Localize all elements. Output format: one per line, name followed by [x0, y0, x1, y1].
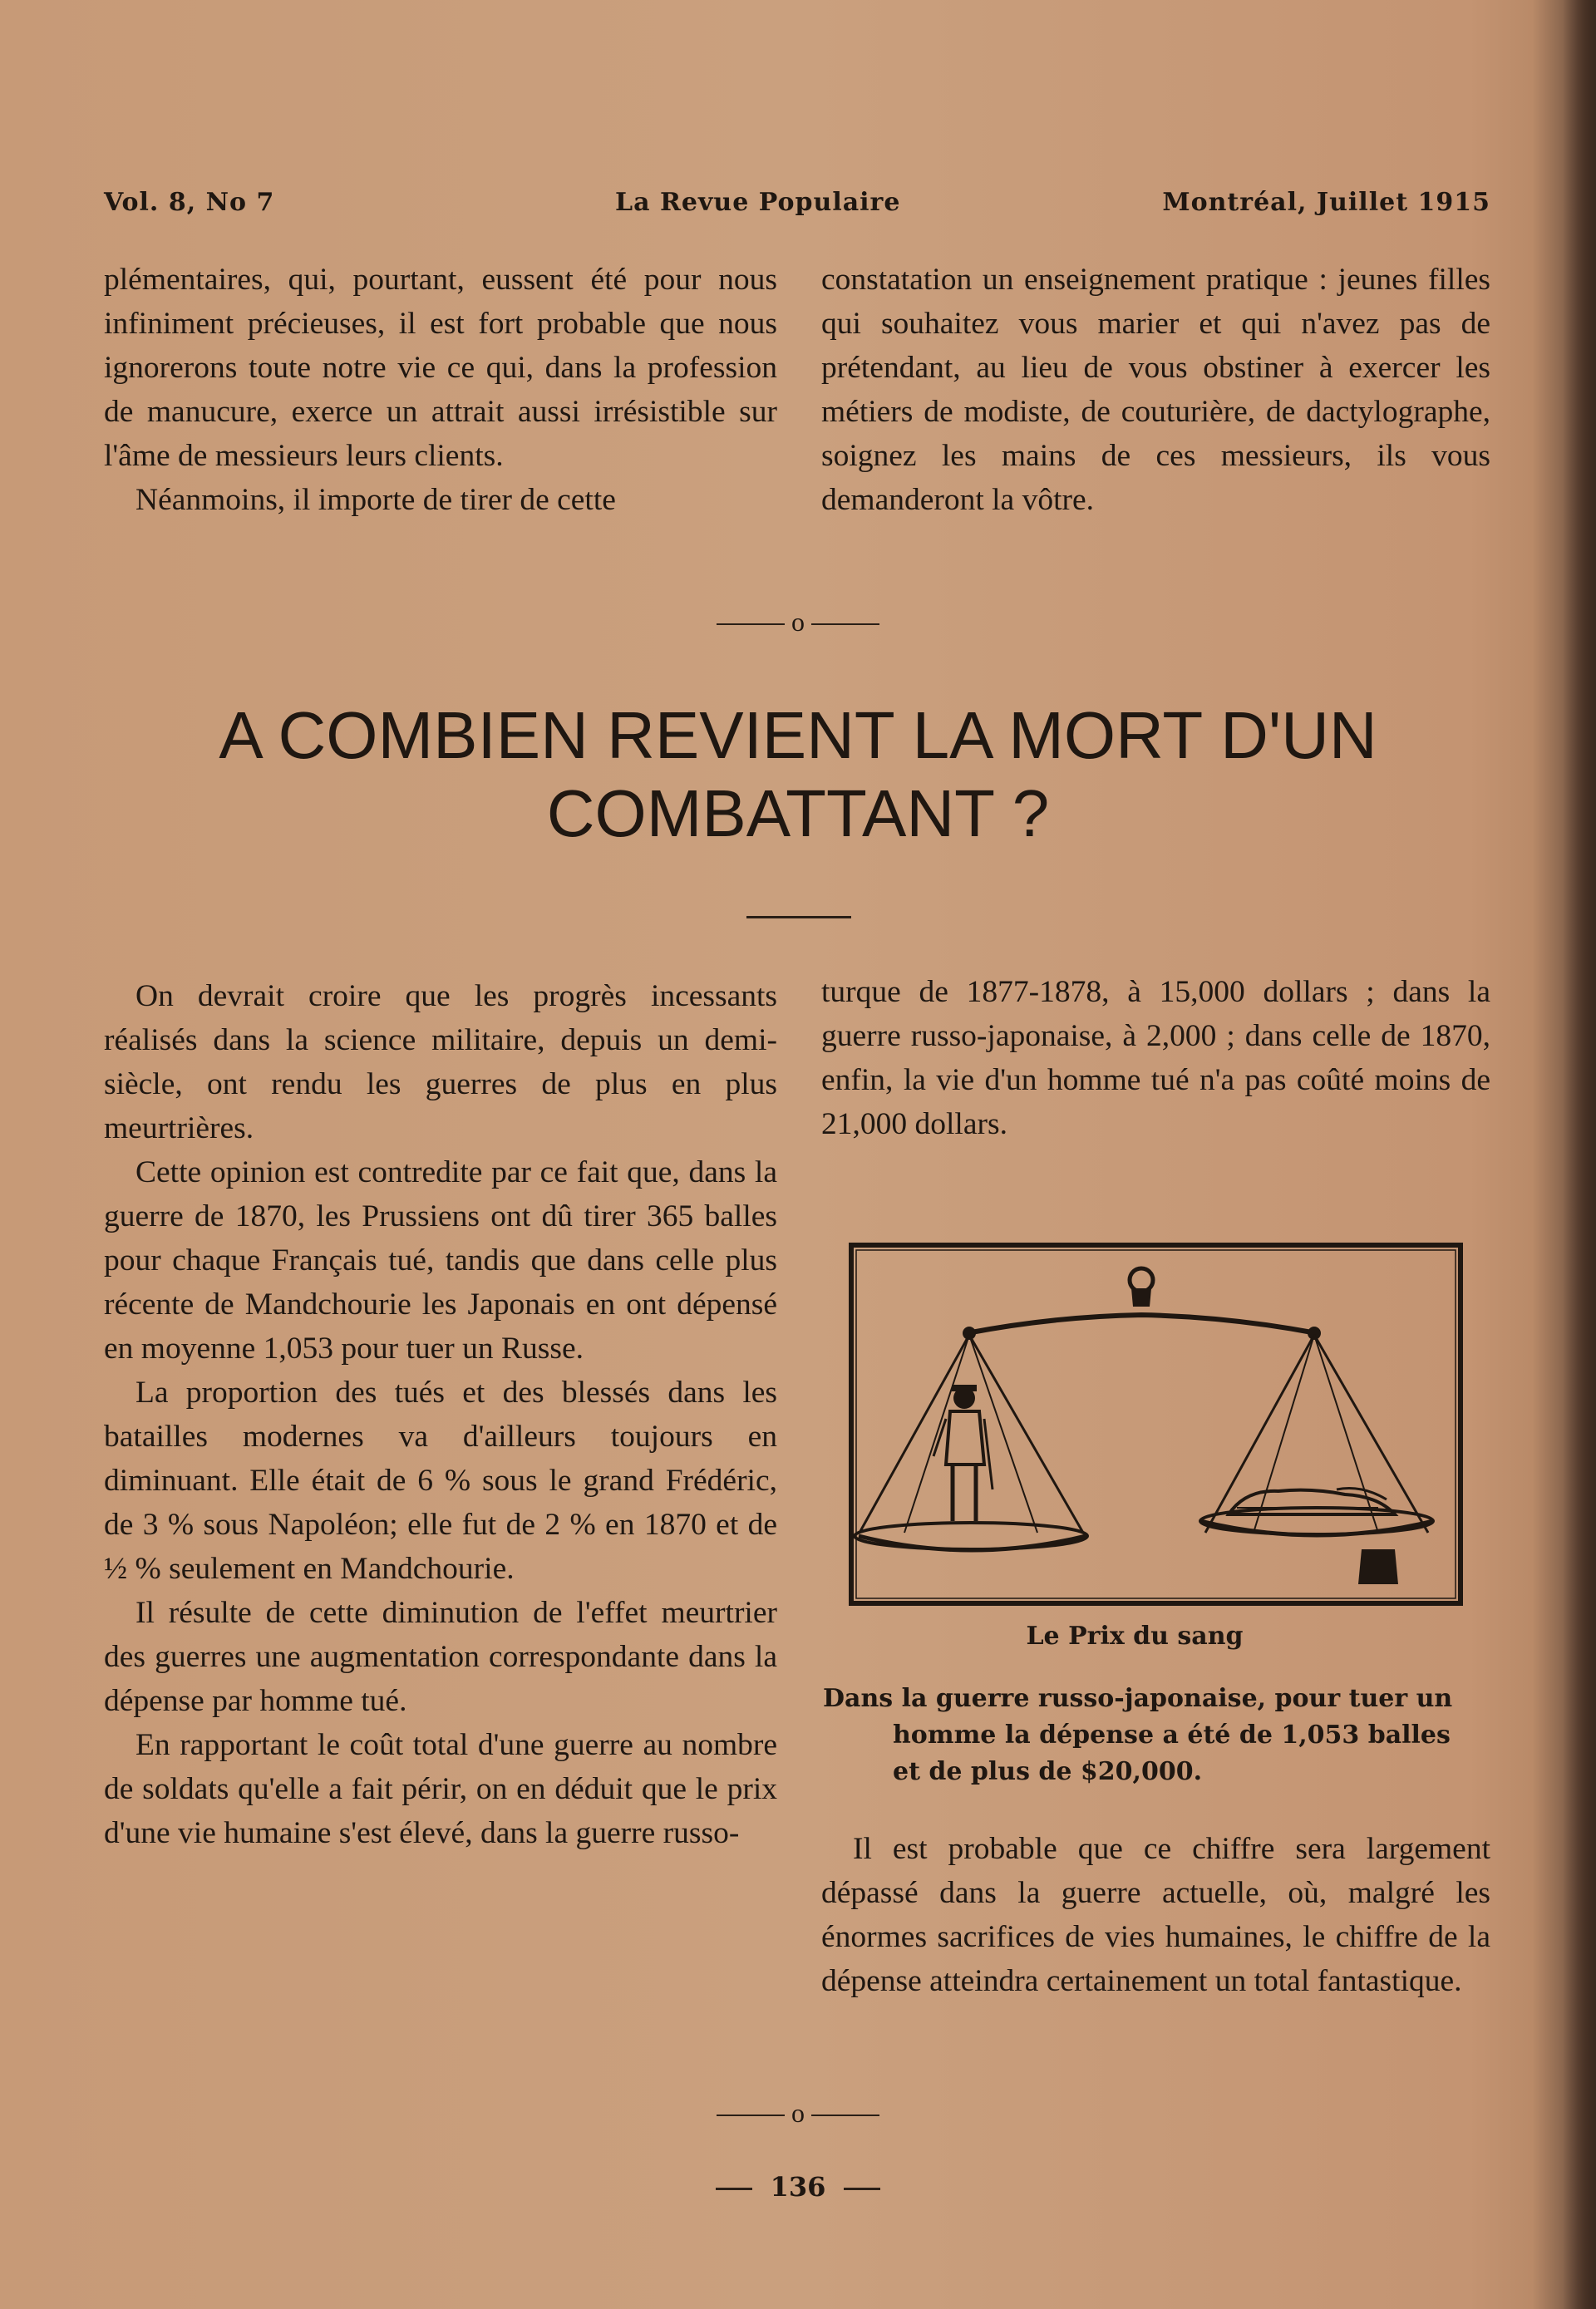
article-paragraph: On devrait croire que les progrès incessants réalisés dans la science militaire, depuis un demi-siècle, ont rendu les guerres de plus en plus meurtrières. — [104, 979, 777, 1145]
caption-line: Dans la guerre russo-japonaise, pour tuer un — [823, 1684, 1453, 1713]
caption-line: homme la dépense a été de 1,053 balles — [893, 1721, 1451, 1750]
article-paragraph: Cette opinion est contredite par ce fait que, dans la guerre de 1870, les Prussiens ont dû tirer 365 balles pour chaque Français tué, tandis que dans celle plus récente de Mandchourie les Japonais en ont dépensé en moyenne 1,053 pour tuer un Russe. — [104, 1155, 777, 1366]
page-number — [0, 2171, 1596, 2203]
article-paragraph: Il est probable que ce chiffre sera largement dépassé dans la guerre actuelle, où, malgré les énormes sacrifices de vies humaines, le chiffre de la dépense atteindra certainement un total fantastique. — [821, 1832, 1490, 1998]
page-number-value: 136 — [770, 2171, 826, 2203]
separator-mark: o — [791, 607, 805, 637]
previous-article-paragraph: constatation un enseignement pratique : jeunes filles qui souhaitez vous marier et qui n'avez pas de prétendant, au lieu de vous obstiner à exercer les métiers de modiste, de couturière, de dactylographe, soignez les mains de ces messieurs, ils vous demanderont la vôtre. — [821, 263, 1490, 517]
article-title: A COMBIEN REVIENT LA MORT D'UN COMBATTANT ? — [219, 698, 1377, 850]
illustration-caption — [823, 1681, 1488, 1790]
article-right-column-top — [821, 970, 1490, 1146]
caption-line: et de plus de $20,000. — [893, 1757, 1203, 1786]
separator-mark: o — [791, 2098, 805, 2128]
header-volume: Vol. 8, No 7 — [104, 188, 275, 217]
article-paragraph: turque de 1877-1878, à 15,000 dollars ; dans la guerre russo-japonaise, à 2,000 ; dans celle de 1870, enfin, la vie d'un homme tué n'a pas coûté moins de 21,000 dollars. — [821, 975, 1490, 1141]
article-paragraph: Il résulte de cette diminution de l'effet meurtrier des guerres une augmentation correspondante dans la dépense par homme tué. — [104, 1596, 777, 1718]
section-separator — [0, 2100, 1596, 2130]
article-paragraph: La proportion des tués et des blessés dans les batailles modernes va d'ailleurs toujours en diminuant. Elle était de 6 % sous le grand Frédéric, de 3 % sous Napoléon; elle fut de 2 % en 1870 et de ½ % seulement en Mandchourie. — [104, 1376, 777, 1586]
section-separator — [0, 608, 1596, 639]
previous-article-paragraph: plémentaires, qui, pourtant, eussent été pour nous infiniment précieuses, il est fort probable que nous ignorerons toute notre vie ce qui, dans la profession de manucure, exerce un attrait aussi irrésistible sur l'âme de messieurs leurs clients. — [104, 263, 777, 473]
previous-article-left-column — [104, 258, 777, 522]
illustration-caption-title: Le Prix du sang — [1026, 1622, 1244, 1651]
header-publication: La Revue Populaire — [615, 188, 901, 217]
title-rule — [746, 916, 851, 918]
header-date: Montréal, Juillet 1915 — [1162, 188, 1490, 217]
previous-article-right-column — [821, 258, 1490, 522]
article-left-column — [104, 974, 777, 1855]
balance-scale-illustration — [846, 1240, 1465, 1608]
previous-article-paragraph: Néanmoins, il importe de tirer de cette — [135, 483, 616, 517]
article-right-column-bottom — [821, 1827, 1490, 2003]
article-paragraph: En rapportant le coût total d'une guerre au nombre de soldats qu'elle a fait périr, on en déduit que le prix d'une vie humaine s'est élevé, dans la guerre russo- — [104, 1728, 777, 1850]
page-header — [104, 188, 1490, 226]
page-edge-shadow — [1563, 0, 1596, 2309]
